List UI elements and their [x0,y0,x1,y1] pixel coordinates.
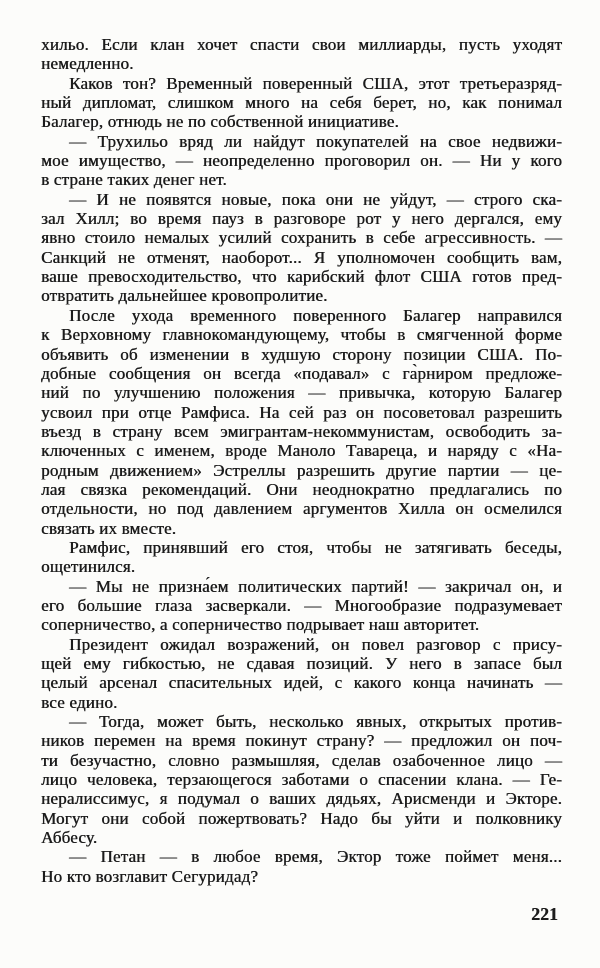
text-line: нералиссимус, я подумал о ваших дядьях, Арисменди и Экторе. [41,789,562,809]
text-line: объявить об изменении в худшую сторону позиции США. По- [41,344,562,364]
text-line: Санкций не отменят, наоборот... Я уполномочен сообщить вам, [41,247,562,267]
text-line: к Верховному главнокомандующему, чтобы в смягченной форме [41,325,562,345]
text-line: все едино. [41,692,118,712]
text-line: Балагер, отнюдь не по собственной инициативе. [41,112,399,132]
text-line: в стране таких денег нет. [41,170,227,190]
text-line: явно стоило немалых усилий сохранить в себе агрессивность. — [41,228,562,248]
text-line: родным движением» Эстреллы разрешить другие партии — це- [41,460,562,480]
text-line: ников перемен на время покинут страну? — предложил он поч- [41,731,562,751]
page-number: 221 [531,904,558,925]
text-line: ний по улучшению положения — привычка, которую Балагер [41,383,562,403]
text-line: — Тогда, может быть, несколько явных, открытых против- [69,712,562,732]
text-line: лицо человека, терзающегося заботами о спасении клана. — Ге- [41,770,562,790]
text-line: Могут они собой пожертвовать? Надо бы уйти и полковнику [41,808,562,828]
text-line: его большие глаза засверкали. — Многообразие подразумевает [41,595,562,615]
text-line: щей ему гибкостью, не сдавая позиций. У него в запасе был [41,654,562,673]
text-line: Каков тон? Временный поверенный США, этот третьеразряд- [69,73,562,93]
text-line: ваше превосходительство, что карибский флот США готов пред- [41,267,562,287]
text-line: хильо. Если клан хочет спасти свои миллиарды, пусть уходят [41,35,562,54]
text-line: Президент ожидал возражений, он повел разговор с прису- [69,634,562,654]
text-line: После ухода временного поверенного Балагер направился [69,305,562,325]
text-line: Но кто возглавит Сегуридад? [41,866,259,886]
text-line: целый арсенал спасительных идей, с какого конца начинать — [41,673,562,693]
text-line: — Трухильо вряд ли найдут покупателей на свое недвижи- [69,131,562,151]
text-line: мое имущество, — неопределенно проговорил он. — Ни у кого [41,151,562,171]
text-line: ощетинился. [41,557,136,577]
text-line: — И не появятся новые, пока они не уйдут, — строго ска- [69,189,562,209]
text-line: Аббесу. [41,828,98,848]
text-line: — Мы не призна́ем политических партий! — закричал он, и [69,576,562,596]
text-line: лая связка рекомендаций. Они неоднократно предлагались по [41,479,562,499]
text-line: отвратить дальнейшее кровопролитие. [41,286,328,306]
text-line: Рамфис, принявший его стоя, чтобы не затягивать беседы, [69,537,562,557]
text-line: ный дипломат, слишком много на себя берет, но, как понимал [41,93,562,113]
text-line: — Петан — в любое время, Эктор тоже поймет меня... [69,847,562,867]
text-line: отдельности, но под давлением аргументов Хилла он осмелился [41,499,562,519]
text-line: добные сообщения он всегда «подавал» с га̀рниром предложе- [41,363,562,383]
text-line: усвоил при отце Рамфиса. На сей раз он посоветовал разрешить [41,402,562,422]
text-line: немедленно. [41,54,134,74]
text-line: соперничество, а соперничество подрывает наш авторитет. [41,615,480,635]
text-line: связать их вместе. [41,518,177,538]
text-line: ти безучастно, словно размышляя, сделав озабоченное лицо — [41,750,562,770]
text-line: зал Хилл; во время пауз в разговоре рот у него дергался, ему [41,209,562,229]
text-line: въезд в страну всем эмигрантам-некоммунистам, освободить за- [41,421,562,441]
text-line: ключенных с именем, вроде Маноло Тавареца, и наряду с «На- [41,441,562,461]
text-block [41,35,562,886]
